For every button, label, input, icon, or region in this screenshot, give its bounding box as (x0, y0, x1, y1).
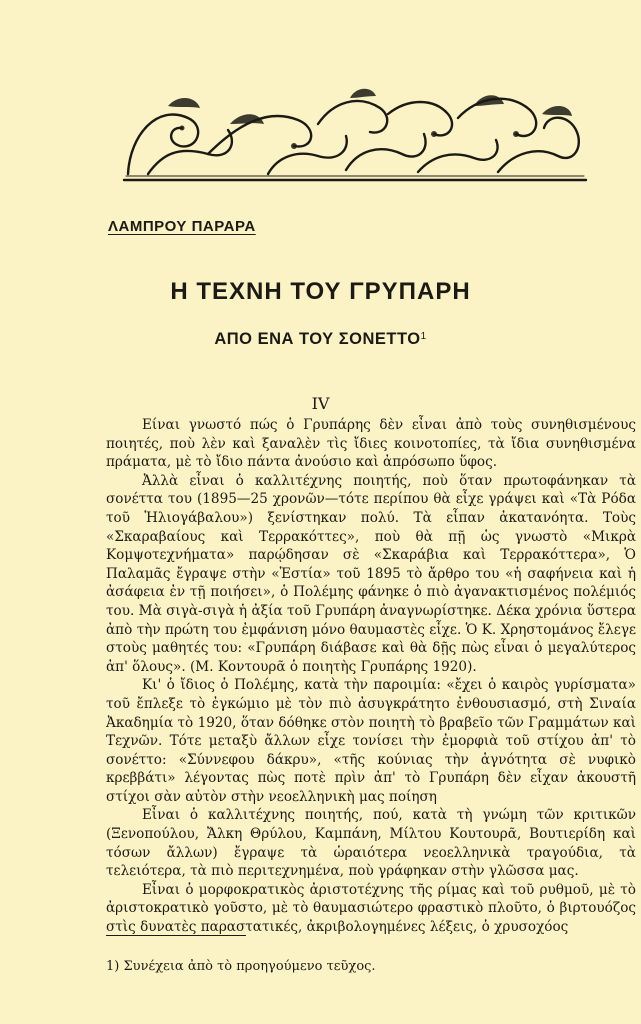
floral-ornament-header (118, 84, 592, 188)
author-name: ΛΑΜΠΡΟΥ ΠΑΡΑΡΑ (108, 218, 256, 235)
paragraph: Εἶναι ὁ καλλιτέχνης ποιητής, πού, κατὰ τὴ γνώμη τῶν κριτικῶν (Ξενοπούλου, Ἄλκη Θρύλου, Καμπάνη, Μίλτου Κουτουρᾶ, Βουτιερίδη καὶ τόσων ἄλλων) ἔγραψε τὰ ὡραιότερα νεοελληνικὰ τραγούδια, τὰ τελειότερα, τὰ πιὸ περιτεχνημένα, ποὺ γράφηκαν στὴν γλῶσσα μας. (106, 807, 636, 880)
footnote: 1) Συνέχεια ἀπὸ τὸ προηγούμενο τεῦχος. (106, 959, 376, 974)
footnote-reference: 1 (420, 331, 427, 342)
article-subtitle (0, 330, 641, 349)
paragraph: Εἶναι ὁ μορφοκρατικὸς ἀριστοτέχνης τῆς ρίμας καὶ τοῦ ρυθμοῦ, μὲ τὸ ἀριστοκρατικὸ γοῦστο, μὲ τὸ θαυμασιώτερο φραστικὸ πλοῦτο, ὁ βιρτουόζος στὶς δυνατὲς παραστατικές, ἀκριβολογημένες λέξεις, ὁ χρυσοχόος (106, 881, 636, 936)
paragraph: Είναι γνωστό πώς ὁ Γρυπάρης δὲν εἶναι ἀπὸ τοὺς συνηθισμένους ποιητές, ποὺ λὲν καὶ ξαναλὲν τὶς ἴδιες κοινοτοπίες, τὰ ἴδια συνηθισμένα πράματα, μὲ τὸ ἴδιο πάντα ἀνούσιο καὶ ἀπρόσωπο ὕφος. (106, 417, 636, 471)
article-title: Η ΤΕΧΝΗ ΤΟΥ ΓΡΥΠΑΡΗ (170, 278, 471, 305)
subtitle-text: ΑΠΟ ΕΝΑ ΤΟΥ ΣΟΝΕΤΤΟ (214, 330, 421, 348)
paragraph: Ἀλλὰ εἶναι ὁ καλλιτέχνης ποιητής, ποὺ ὅταν πρωτοφάνηκαν τὰ σονέττα του (1895—25 χρονῶν—τότε περίπου θὰ εἶχε γράψει καὶ «Τὰ Ρόδα τοῦ Ἡλιογάβαλου») ξενίστηκαν πολύ. Τὰ εἶπαν ἀκατανόητα. Τοὺς «Σκαραβαίους καὶ Τερρακόττες», ποὺ θὰ πῇ ὡς γνωστὸ «Μικρὰ Κομψοτεχνήματα» παρῴδησαν σὲ «Σκαράβια καὶ Τερρακόττερα», Ὁ Παλαμᾶς ἔγραψε στὴν «Ἑστία» τοῦ 1895 τὸ ἄρθρο του «ἡ σαφήνεια καὶ ἡ ἀσάφεια ἐν τῇ ποιήσει», ὁ Πολέμης φάνηκε ὁ πιὸ ἀγανακτισμένος πολέμιός του. Μὰ σιγὰ-σιγὰ ἡ ἀξία τοῦ Γρυπάρη ἀναγνωρίστηκε. Δέκα χρόνια ὕστερα ἀπὸ τὴν πρώτη του ἐμφάνιση μόνο θαυμαστὲς εἶχε. Ὁ Κ. Χρηστομάνος ἔλεγε στοὺς μαθητές του: «Γρυπάρη διάβασε καὶ θὰ δῇς πὼς εἶναι ὁ μεγαλύτερος ἀπ' ὅλους». (Μ. Κοντουρᾶ ὁ ποιητὴς Γρυπάρης 1920). (106, 472, 636, 675)
section-number: IV (311, 394, 330, 413)
footnote-divider (106, 935, 246, 936)
paragraph: Κι' ὁ ἴδιος ὁ Πολέμης, κατὰ τὴν παροιμία: «ἔχει ὁ καιρὸς γυρίσματα» τοῦ ἔπλεξε τὸ ἐγκώμιο μὲ τὸν πιὸ ἀσυγκράτητο ἐνθουσιασμό, στὴ Σιναία Ἀκαδημία τὸ 1920, ὅταν δόθηκε στὸν ποιητὴ τὸ βραβεῖο τῶν Γραμμάτων καὶ Τεχνῶν. Τότε μεταξὺ ἄλλων εἶχε τονίσει τὴν ἐμορφιὰ τοῦ στίχου ἀπ' τὸ σονέττο: «Σύννεφου δάκρυ», «τῆς κούνιας τὴν ἁγνότητα σὲ νυφικὸ κρεββάτι» λέγοντας πὼς ποτὲ πρὶν ἀπ' τὸ Γρυπάρη δὲν εἶχαν ἀκουστῆ στίχοι σὰν αὐτὸν στὴν νεοελληνικὴ μας ποίηση (106, 677, 636, 805)
article-body (106, 416, 636, 937)
